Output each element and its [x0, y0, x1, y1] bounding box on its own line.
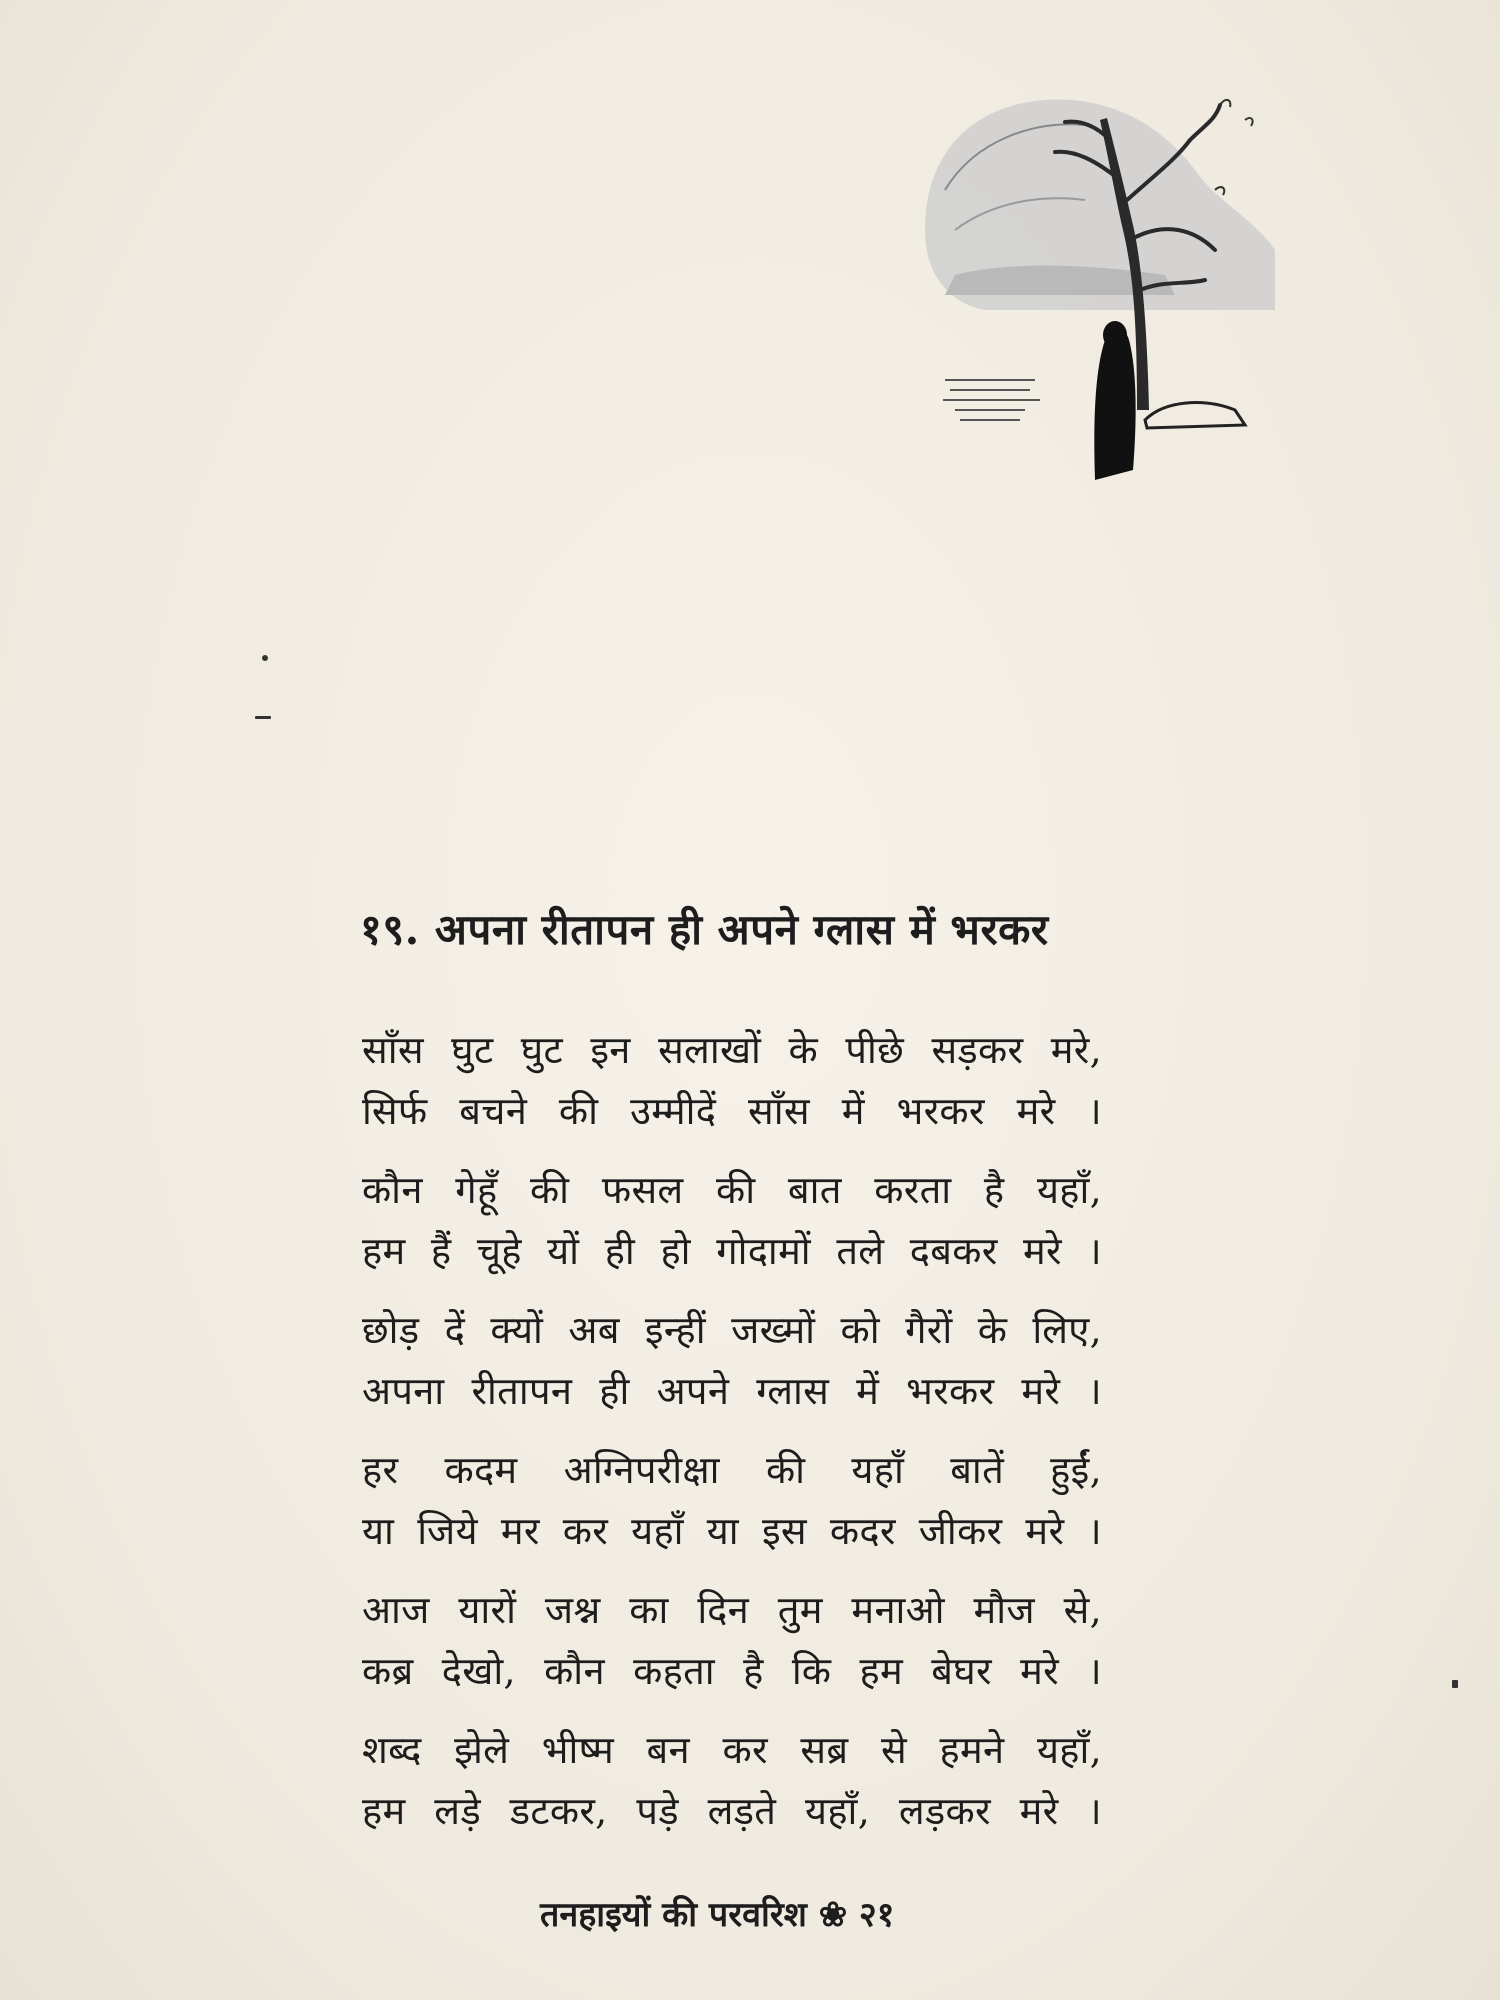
poem-line: शब्द झेले भीष्म बन कर सब्र से हमने यहाँ,	[362, 1728, 1102, 1772]
stanza	[362, 1720, 1102, 1842]
poem-line: छोड़ दें क्यों अब इन्हीं जख्मों को गैरों के लिए,	[362, 1308, 1102, 1352]
poem-line: कब्र देखो, कौन कहता है कि हम बेघर मरे ।	[362, 1649, 1102, 1693]
tree-illustration	[915, 80, 1295, 480]
poem-line: साँस घुट घुट इन सलाखों के पीछे सड़कर मरे,	[362, 1028, 1102, 1072]
poem-line: सिर्फ बचने की उम्मीदें साँस में भरकर मरे ।	[362, 1089, 1102, 1133]
stanza	[362, 1440, 1102, 1562]
poem-line: या जिये मर कर यहाँ या इस कदर जीकर मरे ।	[362, 1509, 1102, 1553]
page-speck	[1452, 1680, 1458, 1688]
poem-line: आज यारों जश्न का दिन तुम मनाओ मौज से,	[362, 1588, 1102, 1632]
page-speck	[255, 716, 271, 719]
page-footer: तनहाइयों की परवरिश ❀ २१	[540, 1895, 895, 1935]
poem-line: हर कदम अग्निपरीक्षा की यहाँ बातें हुईं,	[362, 1448, 1102, 1492]
stanza	[362, 1020, 1102, 1142]
poem-title: १९. अपना रीतापन ही अपने ग्लास में भरकर	[360, 905, 1049, 954]
poem-line: हम लड़े डटकर, पड़े लड़ते यहाँ, लड़कर मरे ।	[362, 1789, 1102, 1833]
poem-body	[362, 1020, 1102, 1860]
page-speck	[262, 655, 268, 661]
stanza	[362, 1300, 1102, 1422]
stanza	[362, 1580, 1102, 1702]
poem-line: कौन गेहूँ की फसल की बात करता है यहाँ,	[362, 1168, 1102, 1212]
tree-with-figure-icon	[915, 80, 1295, 480]
poem-line: अपना रीतापन ही अपने ग्लास में भरकर मरे ।	[362, 1369, 1102, 1413]
stanza	[362, 1160, 1102, 1282]
poem-line: हम हैं चूहे यों ही हो गोदामों तले दबकर मरे ।	[362, 1229, 1102, 1273]
